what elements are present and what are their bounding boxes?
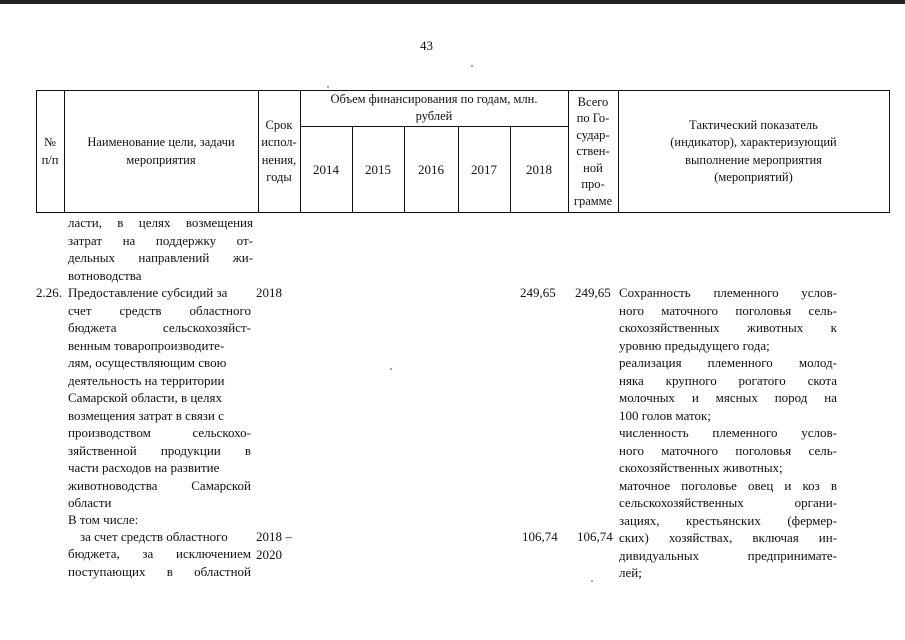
header-indicator: Тактический показатель (индикатор), характеризующий выполнение мероприятия (мероприятий) <box>670 117 837 184</box>
subitem-name: за счет средств областного <box>80 529 228 544</box>
item-term: 2018 <box>256 285 282 300</box>
header-year: 2015 <box>365 161 391 177</box>
continuation-text: ласти, в целях возмещения затрат на поддержку от- дельных направлений жи- вотноводства <box>68 215 253 283</box>
subitem-intro: В том числе: <box>68 512 139 527</box>
col-rule <box>889 90 890 213</box>
subitem-name-cont: бюджета, за исключением поступающих в областной <box>68 546 251 579</box>
header-num: № п/п <box>41 135 59 167</box>
header-funding: Объем финансирования по годам, млн. рублей <box>330 91 538 123</box>
header-term: Срок испол- нения, годы <box>261 117 297 184</box>
scan-speck <box>390 368 392 370</box>
item-total: 249,65 <box>575 285 611 300</box>
subitem-term: 2018 – 2020 <box>256 529 292 562</box>
page-number: 43 <box>420 38 433 53</box>
header-year: 2017 <box>471 161 497 177</box>
subitem-total: 106,74 <box>577 529 613 544</box>
scan-speck <box>327 86 329 88</box>
header-year: 2018 <box>526 161 552 177</box>
header-total: Всего по Го- судар- ствен- ной про- грамме <box>573 94 613 208</box>
header-year: 2016 <box>418 161 444 177</box>
item-name: Предоставление субсидий за счет средств областного бюджета сельскохозяйст- венным товаропроизводите- лям, осуществляющим свою деятельность на территории Самарской области, в целях возмещения затрат в связи с производством сельскохо- зяйственной продукции в части расходов на развитие животноводства Самарской области <box>68 285 251 510</box>
subitem-value-2018: 106,74 <box>522 529 558 544</box>
header-year: 2014 <box>313 161 339 177</box>
scan-speck <box>591 580 593 582</box>
item-indicator: Сохранность племенного услов- ного маточного поголовья сель- скохозяйственных животных к уровню предыдущего года; реализация племенного молод- няка крупного рогатого скота молочных и мясных пород на 100 голов маток; численность племенного услов- ного маточного поголовья сель- скохозяйственных животных; маточное поголовье овец и коз в сельскохозяйственных органи- зациях, крестьянских (фермер- ских) хозяйствах, включая ин- дивидуальных предпринимате- лей; <box>619 285 837 580</box>
table-header <box>36 90 890 213</box>
item-number: 2.26. <box>36 285 62 300</box>
header-name: Наименование цели, задачи мероприятия <box>87 135 235 167</box>
item-value-2018: 249,65 <box>520 285 556 300</box>
top-border-line <box>0 0 905 4</box>
scan-speck <box>471 65 473 67</box>
